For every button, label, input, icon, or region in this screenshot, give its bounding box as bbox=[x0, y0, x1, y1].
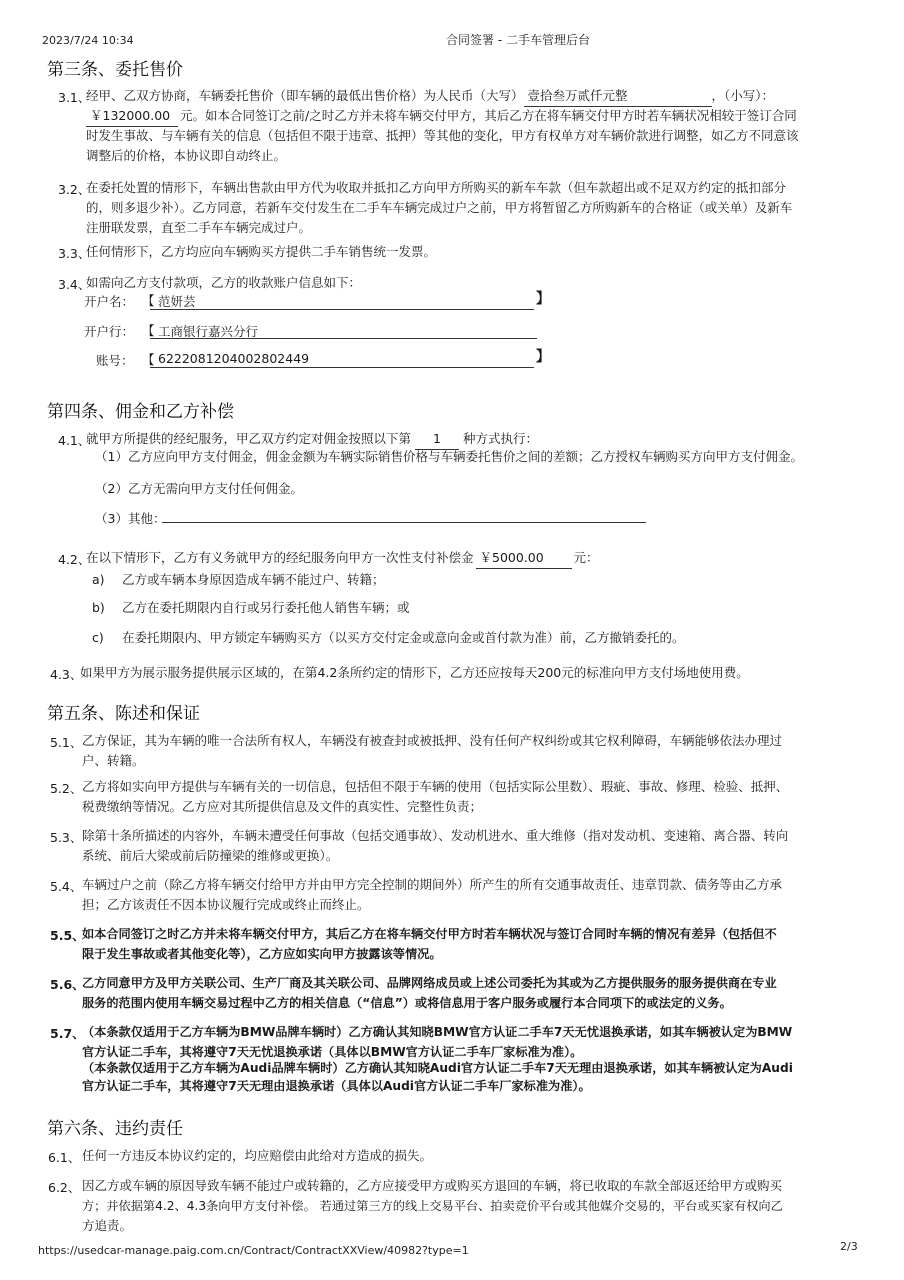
page-title: 合同签署 - 二手车管理后台 bbox=[446, 33, 590, 47]
clause-5-7-audi-line2: 官方认证二手车，其将遵守7天无理由退换承诺（具体以Audi官方认证二手车厂家标准为准）。 bbox=[82, 1079, 591, 1093]
clause-5-1-number: 5.1、 bbox=[50, 735, 83, 750]
clause-4-1-number: 4.1、 bbox=[58, 433, 91, 448]
price-in-words: 壹拾叁万贰仟元整 bbox=[524, 86, 712, 107]
account-bank-bracket-open: 【 bbox=[142, 323, 155, 338]
clause-3-3-text: 任何情形下，乙方均应向车辆购买方提供二手车销售统一发票。 bbox=[86, 244, 437, 259]
clause-3-4-number: 3.4、 bbox=[58, 277, 91, 292]
commission-option-3-underline bbox=[162, 522, 646, 523]
clause-4-2-number: 4.2、 bbox=[58, 552, 91, 567]
clause-5-4-line1: 车辆过户之前（除乙方将车辆交付给甲方并由甲方完全控制的期间外）所产生的所有交通事故责任、违章罚款、债务等由乙方承 bbox=[82, 877, 783, 892]
clause-6-1-text: 任何一方违反本协议约定的，均应赔偿由此给对方造成的损失。 bbox=[82, 1148, 433, 1163]
clause-5-6-number: 5.6、 bbox=[50, 977, 85, 992]
clause-4-3-number: 4.3、 bbox=[50, 667, 83, 682]
clause-5-7-bmw-line1: （本条款仅适用于乙方车辆为BMW品牌车辆时）乙方确认其知晓BMW官方认证二手车7天无忧退换承诺，如其车辆被认定为BMW bbox=[82, 1025, 793, 1039]
article-3-heading: 第三条、委托售价 bbox=[47, 60, 183, 80]
clause-6-2-line2: 方；并依据第4.2、4.3条向甲方支付补偿。 若通过第三方的线上交易平台、拍卖竞价平台或其他媒介交易的，平台或买家有权向乙 bbox=[82, 1199, 783, 1213]
commission-option-2: （2）乙方无需向甲方支付任何佣金。 bbox=[95, 481, 303, 496]
clause-5-5-line2: 限于发生事故或者其他变化等），乙方应如实向甲方披露该等情况。 bbox=[82, 947, 442, 961]
clause-5-7-audi-line1: （本条款仅适用于乙方车辆为Audi品牌车辆时）乙方确认其知晓Audi官方认证二手车7天无理由退换承诺，如其车辆被认定为Audi bbox=[82, 1061, 793, 1075]
clause-3-1-number: 3.1、 bbox=[58, 90, 91, 105]
clause-5-1-line2: 户、转籍。 bbox=[82, 753, 145, 768]
clause-6-1-number: 6.1、 bbox=[48, 1150, 81, 1165]
clause-3-1-line3: 时发生事故、与车辆有关的信息（包括但不限于违章、抵押）等其他的变化，甲方有权单方对车辆价款进行调整，如乙方不同意该 bbox=[86, 128, 799, 143]
clause-3-1-line2: ￥132000.00 元。如本合同签订之前/之时乙方并未将车辆交付甲方，其后乙方在将车辆交付甲方时若车辆状况相较于签订合同 bbox=[86, 106, 797, 127]
account-bank-value: 工商银行嘉兴分行 bbox=[158, 324, 259, 339]
page-number: 2/3 bbox=[840, 1240, 858, 1253]
clause-4-2-c-label: c) bbox=[92, 630, 104, 645]
account-name-bracket-open: 【 bbox=[142, 293, 155, 308]
clause-5-2-number: 5.2、 bbox=[50, 781, 83, 796]
account-name-value: 范妍芸 bbox=[158, 294, 196, 309]
clause-5-3-line1: 除第十条所描述的内容外，车辆未遭受任何事故（包括交通事故）、发动机进水、重大维修（指对发动机、变速箱、离合器、转向 bbox=[82, 828, 789, 843]
account-name-underline bbox=[150, 309, 534, 310]
clause-3-2-line1: 在委托处置的情形下，车辆出售款由甲方代为收取并抵扣乙方向甲方所购买的新车车款（但车款超出或不足双方约定的抵扣部分 bbox=[86, 180, 787, 195]
clause-3-4-text: 如需向乙方支付款项，乙方的收款账户信息如下： bbox=[86, 275, 362, 290]
clause-5-7-bmw-line2: 官方认证二手车，其将遵守7天无忧退换承诺（具体以BMW官方认证二手车厂家标准为准）。 bbox=[82, 1045, 583, 1059]
clause-5-6-line2: 服务的范围内使用车辆交易过程中乙方的相关信息（“信息”）或将信息用于客户服务或履行本合同项下的或法定的义务。 bbox=[82, 996, 732, 1010]
clause-5-6-line1: 乙方同意甲方及甲方关联公司、生产厂商及其关联公司、品牌网络成员或上述公司委托为其或为乙方提供服务的服务提供商在专业 bbox=[82, 976, 777, 990]
account-bank-label: 开户行： bbox=[84, 324, 135, 339]
account-number-bracket-close: 】 bbox=[536, 349, 550, 365]
account-number-underline bbox=[150, 367, 534, 368]
clause-4-2-a-text: 乙方或车辆本身原因造成车辆不能过户、转籍； bbox=[122, 572, 385, 587]
account-name-bracket-close: 】 bbox=[536, 291, 550, 307]
clause-5-1-line1: 乙方保证，其为车辆的唯一合法所有权人，车辆没有被查封或被抵押、没有任何产权纠纷或其它权利障碍，车辆能够依法办理过 bbox=[82, 733, 783, 748]
clause-4-1-line1: 就甲方所提供的经纪服务，甲乙双方约定对佣金按照以下第 1 种方式执行： bbox=[86, 429, 538, 450]
clause-4-2-line1: 在以下情形下，乙方有义务就甲方的经纪服务向甲方一次性支付补偿金 ￥5000.00 元： bbox=[86, 548, 599, 569]
clause-4-2-c-text: 在委托期限内、甲方锁定车辆购买方（以买方交付定金或意向金或首付款为准）前，乙方撤销委托的。 bbox=[122, 630, 685, 645]
commission-option-1: （1）乙方应向甲方支付佣金，佣金金额为车辆实际销售价格与车辆委托售价之间的差额；乙方授权车辆购买方向甲方支付佣金。 bbox=[95, 449, 803, 464]
print-datetime: 2023/7/24 10:34 bbox=[42, 34, 134, 47]
account-bank-underline bbox=[150, 338, 537, 339]
clause-6-2-line1: 因乙方或车辆的原因导致车辆不能过户或转籍的，乙方应接受甲方或购买方退回的车辆，将已收取的车款全部返还给甲方或购买 bbox=[82, 1178, 783, 1193]
clause-3-2-line3: 注册联发票，直至二手车车辆完成过户。 bbox=[86, 220, 312, 235]
clause-5-4-number: 5.4、 bbox=[50, 879, 83, 894]
account-number-bracket-open: 【 bbox=[142, 352, 155, 367]
clause-3-2-line2: 的，则多退少补）。乙方同意，若新车交付发生在二手车车辆完成过户之前，甲方将暂留乙方所购新车的合格证（或关单）及新车 bbox=[86, 200, 793, 215]
clause-5-2-line1: 乙方将如实向甲方提供与车辆有关的一切信息，包括但不限于车辆的使用（包括实际公里数）、瑕疵、事故、修理、检验、抵押、 bbox=[82, 779, 789, 794]
commission-option-choice: 1 bbox=[415, 429, 459, 450]
account-number-label: 账号： bbox=[96, 353, 134, 368]
clause-3-1-line1: 经甲、乙双方协商，车辆委托售价（即车辆的最低出售价格）为人民币（大写） 壹拾叁万贰仟元整 ，（小写）： bbox=[86, 86, 774, 107]
article-5-heading: 第五条、陈述和保证 bbox=[47, 704, 200, 724]
clause-5-3-number: 5.3、 bbox=[50, 830, 83, 845]
clause-4-2-b-label: b) bbox=[92, 600, 105, 615]
clause-4-2-b-text: 乙方在委托期限内自行或另行委托他人销售车辆；或 bbox=[122, 600, 410, 615]
clause-5-5-number: 5.5、 bbox=[50, 928, 85, 943]
article-4-heading: 第四条、佣金和乙方补偿 bbox=[47, 402, 234, 422]
price-in-figures: ￥132000.00 bbox=[86, 106, 178, 127]
clause-4-2-a-label: a) bbox=[92, 572, 105, 587]
page-url: https://usedcar-manage.paig.com.cn/Contract/ContractXXView/40982?type=1 bbox=[38, 1244, 469, 1257]
clause-5-2-line2: 税费缴纳等情况。乙方应对其所提供信息及文件的真实性、完整性负责； bbox=[82, 799, 483, 814]
clause-4-3-text: 如果甲方为展示服务提供展示区域的，在第4.2条所约定的情形下，乙方还应按每天200元的标准向甲方支付场地使用费。 bbox=[80, 665, 749, 680]
clause-3-1-line4: 调整后的价格，本协议即自动终止。 bbox=[86, 148, 287, 163]
clause-6-2-number: 6.2、 bbox=[48, 1180, 81, 1195]
clause-5-7-number: 5.7、 bbox=[50, 1026, 85, 1041]
account-number-value: 6222081204002802449 bbox=[158, 351, 310, 366]
clause-5-4-line2: 担；乙方该责任不因本协议履行完成或终止而终止。 bbox=[82, 897, 370, 912]
article-6-heading: 第六条、违约责任 bbox=[47, 1119, 183, 1139]
clause-5-5-line1: 如本合同签订之时乙方并未将车辆交付甲方，其后乙方在将车辆交付甲方时若车辆状况与签订合同时车辆的情况有差异（包括但不 bbox=[82, 927, 777, 941]
clause-6-2-line3: 方追责。 bbox=[82, 1218, 133, 1233]
compensation-amount: ￥5000.00 bbox=[476, 548, 572, 569]
clause-3-3-number: 3.3、 bbox=[58, 246, 91, 261]
clause-3-2-number: 3.2、 bbox=[58, 182, 91, 197]
clause-5-3-line2: 系统、前后大梁或前后防撞梁的维修或更换）。 bbox=[82, 848, 339, 863]
commission-option-3: （3）其他： bbox=[95, 511, 166, 526]
account-name-label: 开户名： bbox=[84, 294, 135, 309]
